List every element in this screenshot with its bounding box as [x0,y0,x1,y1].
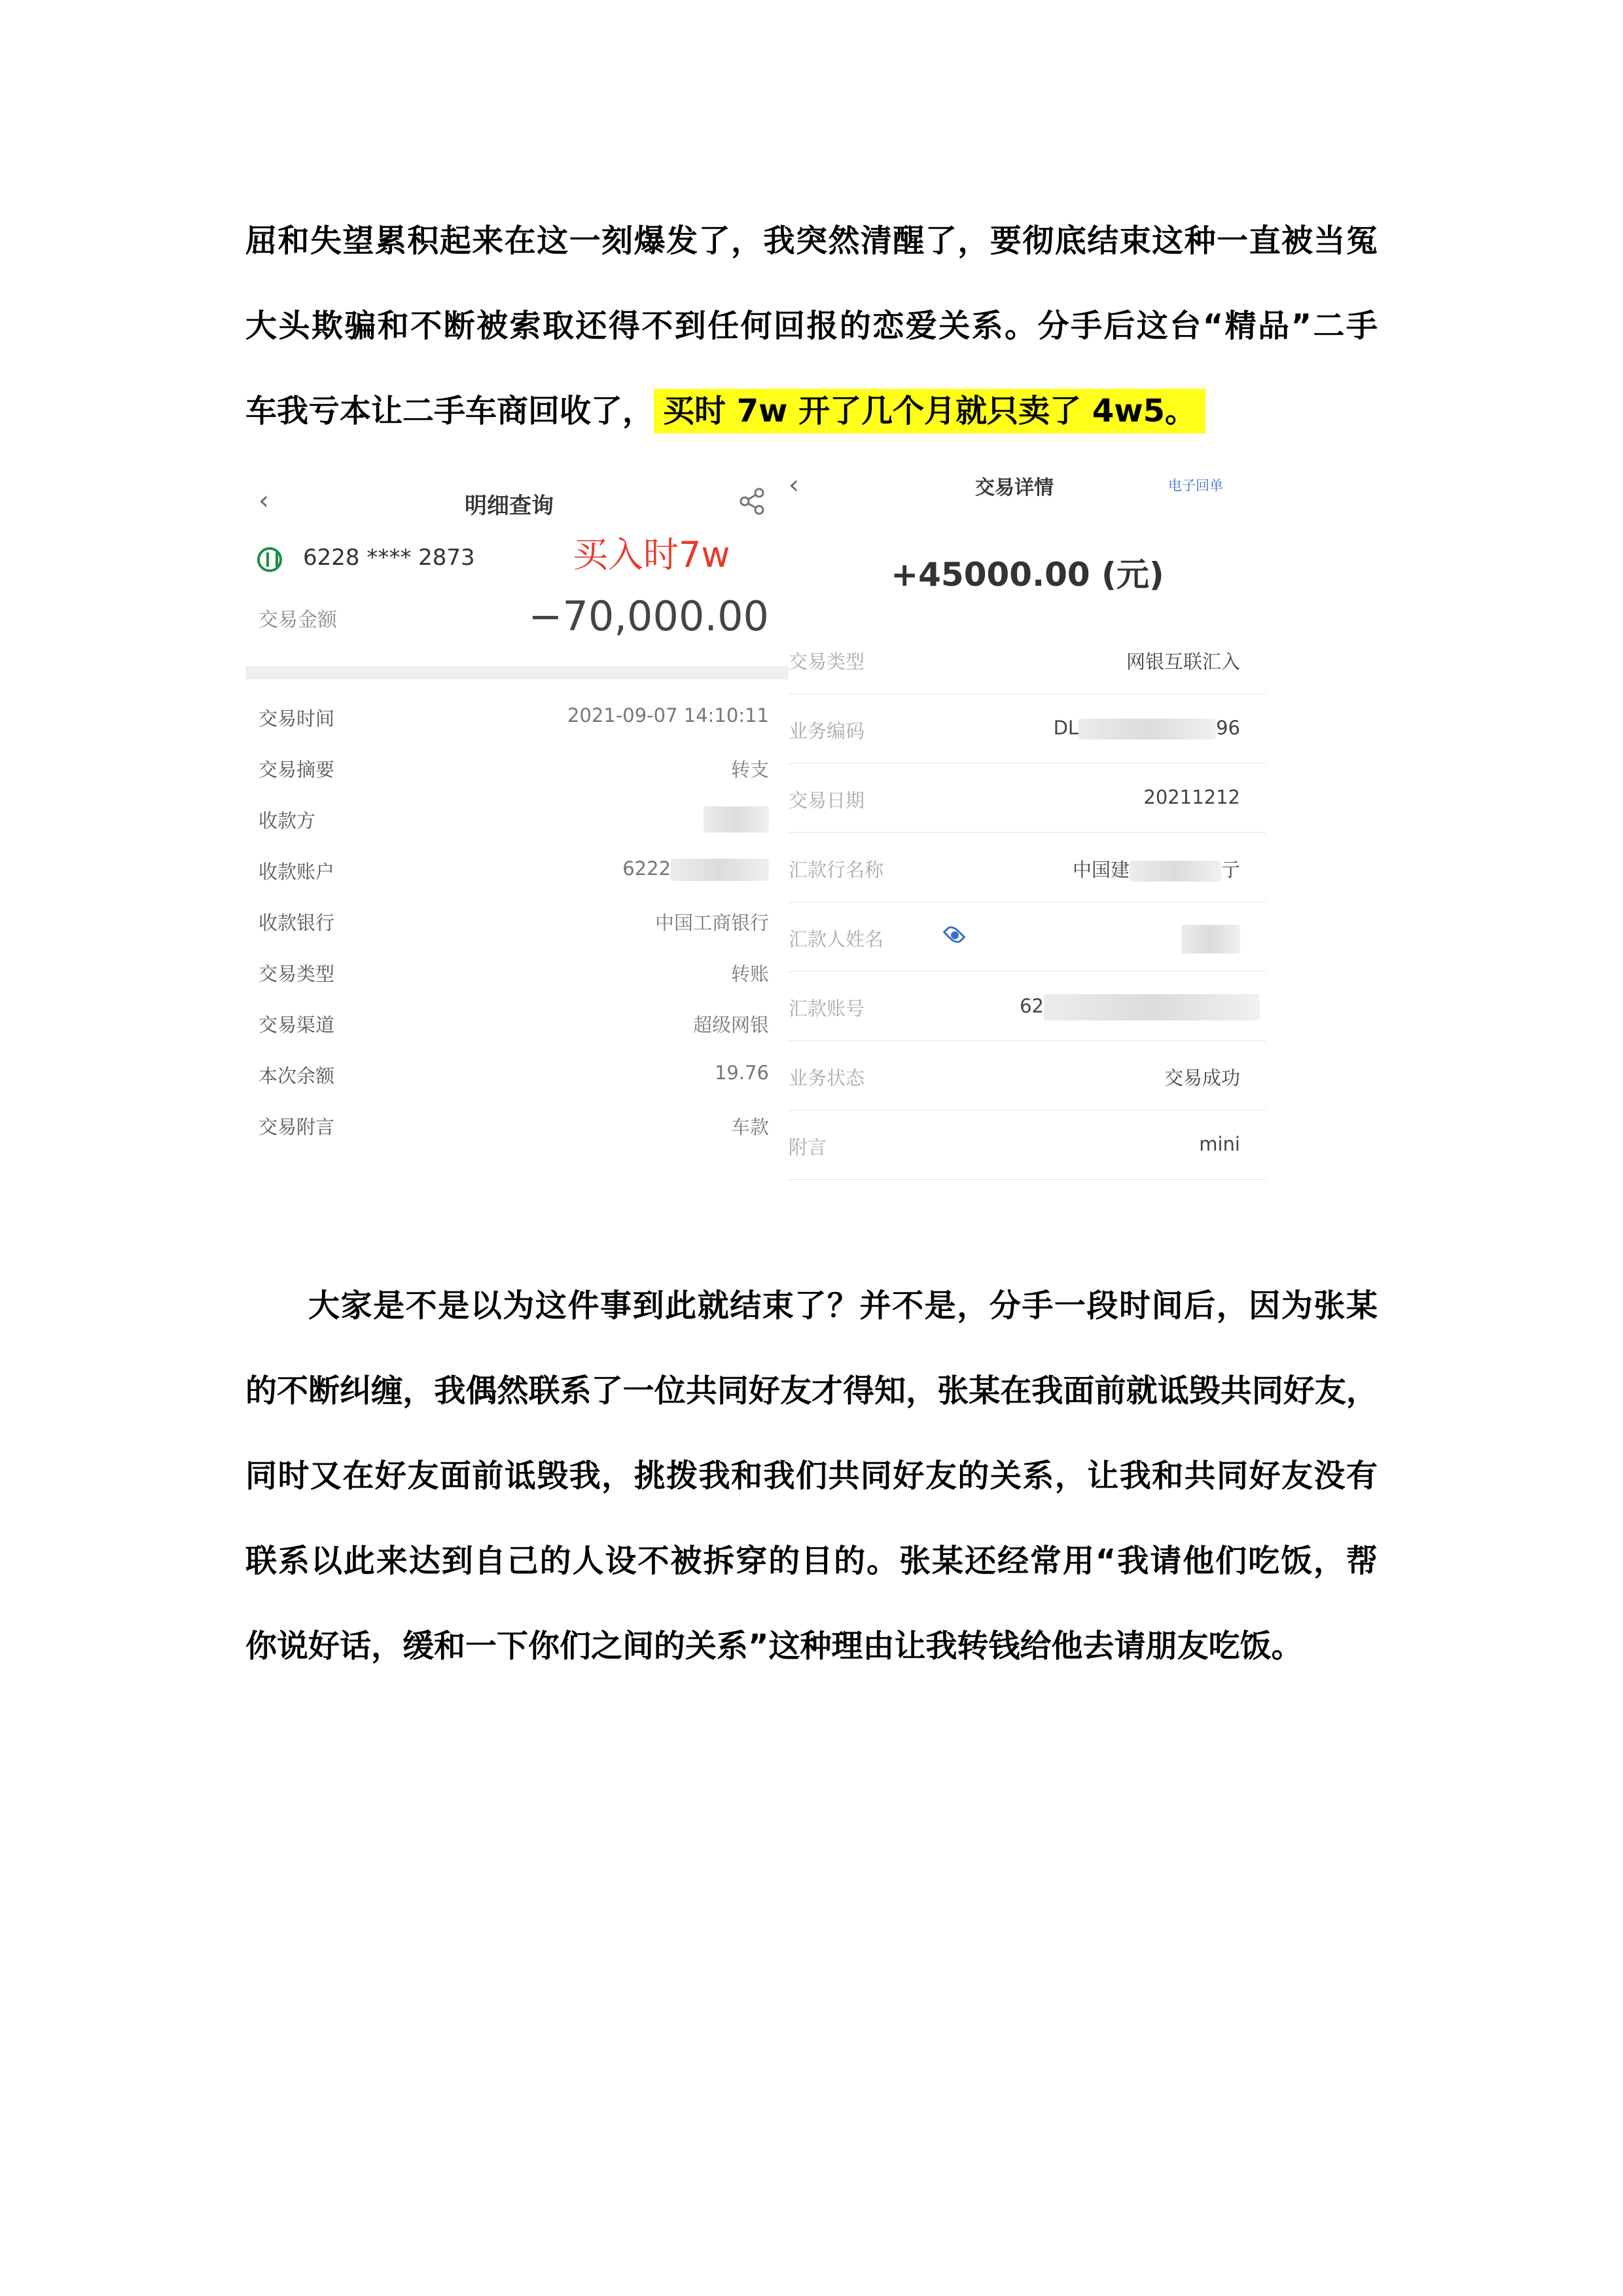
detail-row [245,846,789,897]
screen-title: 交易详情 [975,476,1054,499]
transaction-screenshots [245,458,1266,1172]
detail-row [245,948,789,999]
detail-label: 交易渠道 [259,1014,335,1036]
electronic-receipt-link[interactable]: 电子回单 [1168,478,1223,493]
amount-value: +45000.00 (元) [891,556,1164,594]
section-divider [245,666,789,679]
share-icon[interactable] [738,487,766,516]
paragraph-line: 大家是不是以为这件事到此就结束了？并不是，分手一段时间后，因为张某 [308,1287,1378,1324]
detail-list [245,692,789,1152]
red-annotation: 买入时7w [573,534,730,575]
paragraph-line: 联系以此来达到自己的人设不被拆穿的目的。张某还经常用“我请他们吃饭，帮 [245,1543,1378,1579]
detail-label: 本次余额 [259,1065,335,1087]
detail-row [245,897,789,948]
paragraph-line: 的不断纠缠，我偶然联系了一位共同好友才得知，张某在我面前就诋毁共同好友， [245,1372,1378,1409]
detail-label: 交易时间 [259,708,335,730]
detail-row [789,1041,1266,1111]
back-chevron-icon[interactable]: ‹ [259,486,269,516]
bank-logo-icon [257,547,282,572]
detail-row [245,1050,789,1101]
detail-label: 收款方 [259,810,316,832]
paragraph-1 [245,198,1378,454]
paragraph-2 [245,1263,1378,1689]
detail-value: 62 [1020,994,1260,1020]
detail-row [789,694,1266,764]
detail-value: 交易成功 [1164,1067,1240,1089]
detail-value: 中国建 亍 [1072,859,1240,881]
detail-row [245,692,789,744]
detail-value: mini [1199,1133,1240,1155]
detail-label: 汇款行名称 [789,859,884,881]
eye-pupil [951,931,959,939]
paragraph-line: 大头欺骗和不断被索取还得不到任何回报的恋爱关系。分手后这台“精品”二手 [245,308,1378,344]
detail-value: 中国工商银行 [654,912,769,934]
paragraph-line: 同时又在好友面前诋毁我，挑拨我和我们共同好友的关系，让我和共同好友没有 [245,1458,1378,1494]
detail-value: 车款 [730,1116,769,1138]
detail-label: 收款账户 [259,861,335,883]
detail-value: 转账 [730,963,769,985]
detail-value: 超级网银 [692,1014,769,1036]
detail-label: 业务状态 [789,1067,865,1089]
detail-row [789,1111,1266,1180]
detail-value: 6222 [622,857,769,881]
back-chevron-icon[interactable]: ‹ [789,470,799,500]
detail-value: 转支 [730,759,769,781]
detail-label: 交易类型 [259,963,335,985]
detail-value: 19.76 [714,1062,769,1084]
paragraph-line [245,368,1378,454]
detail-value: 网银互联汇入 [1126,651,1240,673]
redacted-value [704,806,769,833]
detail-row [245,795,789,846]
left-transaction-screen [245,458,789,1172]
paragraph-line: 你说好话，缓和一下你们之间的关系”这种理由让我转钱给他去请朋友吃饭。 [245,1628,1303,1664]
detail-row [245,1101,789,1152]
paragraph-line: 屈和失望累积起来在这一刻爆发了，我突然清醒了，要彻底结束这种一直被当冤 [245,223,1378,259]
detail-row [789,764,1266,833]
detail-label: 交易摘要 [259,759,335,781]
detail-row [245,999,789,1050]
detail-row [789,625,1266,694]
paragraph-line-text: 车我亏本让二手车商回收了， [245,393,654,429]
screen-title: 明细查询 [465,493,554,519]
detail-label: 交易日期 [789,789,865,812]
detail-row [245,744,789,795]
detail-row [789,833,1266,903]
amount-value: −70,000.00 [528,592,769,640]
detail-label: 汇款人姓名 [789,928,884,950]
highlighted-text: 买时 7w 开了几个月就只卖了 4w5。 [654,389,1205,433]
detail-list [789,625,1266,1180]
detail-label: 业务编码 [789,720,865,742]
amount-label: 交易金额 [259,609,337,632]
detail-value: DL 96 [1053,717,1240,739]
detail-row [789,972,1266,1041]
detail-value: 20211212 [1143,786,1240,808]
detail-label: 交易类型 [789,651,865,673]
detail-label: 汇款账号 [789,997,865,1020]
detail-row [789,903,1266,972]
detail-label: 收款银行 [259,912,335,934]
detail-label: 附言 [789,1136,827,1158]
detail-value: 2021-09-07 14:10:11 [567,704,769,726]
card-number: 6228 **** 2873 [303,545,475,571]
detail-label: 交易附言 [259,1116,335,1138]
right-transaction-screen [789,458,1266,1172]
redacted-value [1181,925,1240,954]
